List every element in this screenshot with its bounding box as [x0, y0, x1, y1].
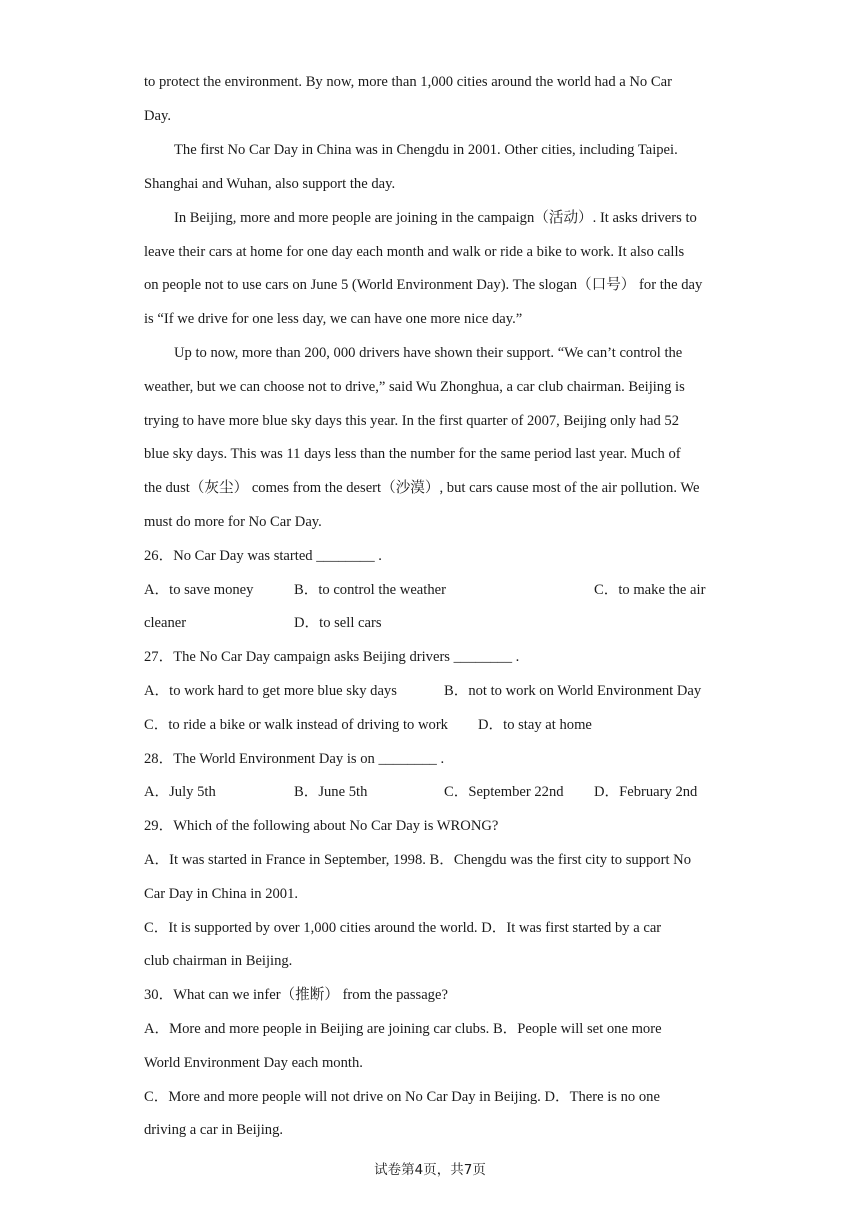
passage-line: weather, but we can choose not to drive,” said Wu Zhonghua, a car club chairman. Beijing is	[144, 379, 685, 395]
q28-option-b[interactable]: B．June 5th	[294, 784, 368, 800]
question-27-stem: 27．The No Car Day campaign asks Beijing drivers ________ .	[144, 649, 520, 665]
q29-options-line[interactable]: A．It was started in France in September, 1998. B．Chengdu was the first city to support No	[144, 852, 691, 868]
q29-options-line[interactable]: C．It is supported by over 1,000 cities around the world. D．It was first started by a car	[144, 920, 662, 936]
question-26-stem: 26．No Car Day was started ________ .	[144, 548, 382, 564]
passage-line: leave their cars at home for one day each month and walk or ride a bike to work. It also calls	[144, 244, 685, 260]
q28-option-a[interactable]: A．July 5th	[144, 784, 216, 800]
passage-line: Day.	[144, 108, 172, 124]
page-footer: 试卷第4页，共7页	[374, 1162, 486, 1178]
q26-option-a[interactable]: A．to save money	[144, 582, 254, 598]
passage-line: trying to have more blue sky days this year. In the first quarter of 2007, Beijing only had 52	[144, 413, 679, 429]
passage-line: is “If we drive for one less day, we can have one more nice day.”	[144, 311, 523, 327]
passage-line: Up to now, more than 200, 000 drivers have shown their support. “We can’t control the	[174, 345, 683, 361]
q26-option-c[interactable]: C．to make the air	[594, 582, 706, 598]
passage-line: The first No Car Day in China was in Chengdu in 2001. Other cities, including Taipei.	[174, 142, 678, 158]
passage-line: blue sky days. This was 11 days less than the number for the same period last year. Much of	[144, 446, 681, 462]
q30-options-line[interactable]: C．More and more people will not drive on No Car Day in Beijing. D．There is no one	[144, 1089, 660, 1105]
q27-option-d[interactable]: D．to stay at home	[478, 717, 592, 733]
q26-option-b[interactable]: B．to control the weather	[294, 582, 446, 598]
passage-line: the dust（灰尘） comes from the desert（沙漠）, but cars cause most of the air pollution. We	[144, 480, 700, 496]
passage-line: must do more for No Car Day.	[144, 514, 322, 530]
question-29-stem: 29．Which of the following about No Car Day is WRONG?	[144, 818, 499, 834]
q29-options-line: Car Day in China in 2001.	[144, 886, 299, 902]
passage-line: to protect the environment. By now, more than 1,000 cities around the world had a No Car	[144, 74, 672, 90]
q30-options-line: driving a car in Beijing.	[144, 1122, 284, 1138]
q29-options-line: club chairman in Beijing.	[144, 953, 293, 969]
q28-option-d[interactable]: D．February 2nd	[594, 784, 698, 800]
question-30-stem: 30．What can we infer（推断） from the passage?	[144, 987, 448, 1003]
q28-option-c[interactable]: C．September 22nd	[444, 784, 564, 800]
question-28-stem: 28．The World Environment Day is on ________ .	[144, 751, 445, 767]
q27-option-b[interactable]: B．not to work on World Environment Day	[444, 683, 702, 699]
q26-option-c-cont: cleaner	[144, 615, 187, 631]
passage-line: on people not to use cars on June 5 (World Environment Day). The slogan（口号） for the day	[144, 277, 703, 293]
q30-options-line[interactable]: A．More and more people in Beijing are joining car clubs. B．People will set one more	[144, 1021, 662, 1037]
passage-line: Shanghai and Wuhan, also support the day.	[144, 176, 396, 192]
q30-options-line: World Environment Day each month.	[144, 1055, 363, 1071]
q26-option-d[interactable]: D．to sell cars	[294, 615, 382, 631]
q27-option-a[interactable]: A．to work hard to get more blue sky days	[144, 683, 397, 699]
q27-option-c[interactable]: C．to ride a bike or walk instead of driving to work	[144, 717, 448, 733]
passage-line: In Beijing, more and more people are joining in the campaign（活动）. It asks drivers to	[174, 210, 697, 226]
